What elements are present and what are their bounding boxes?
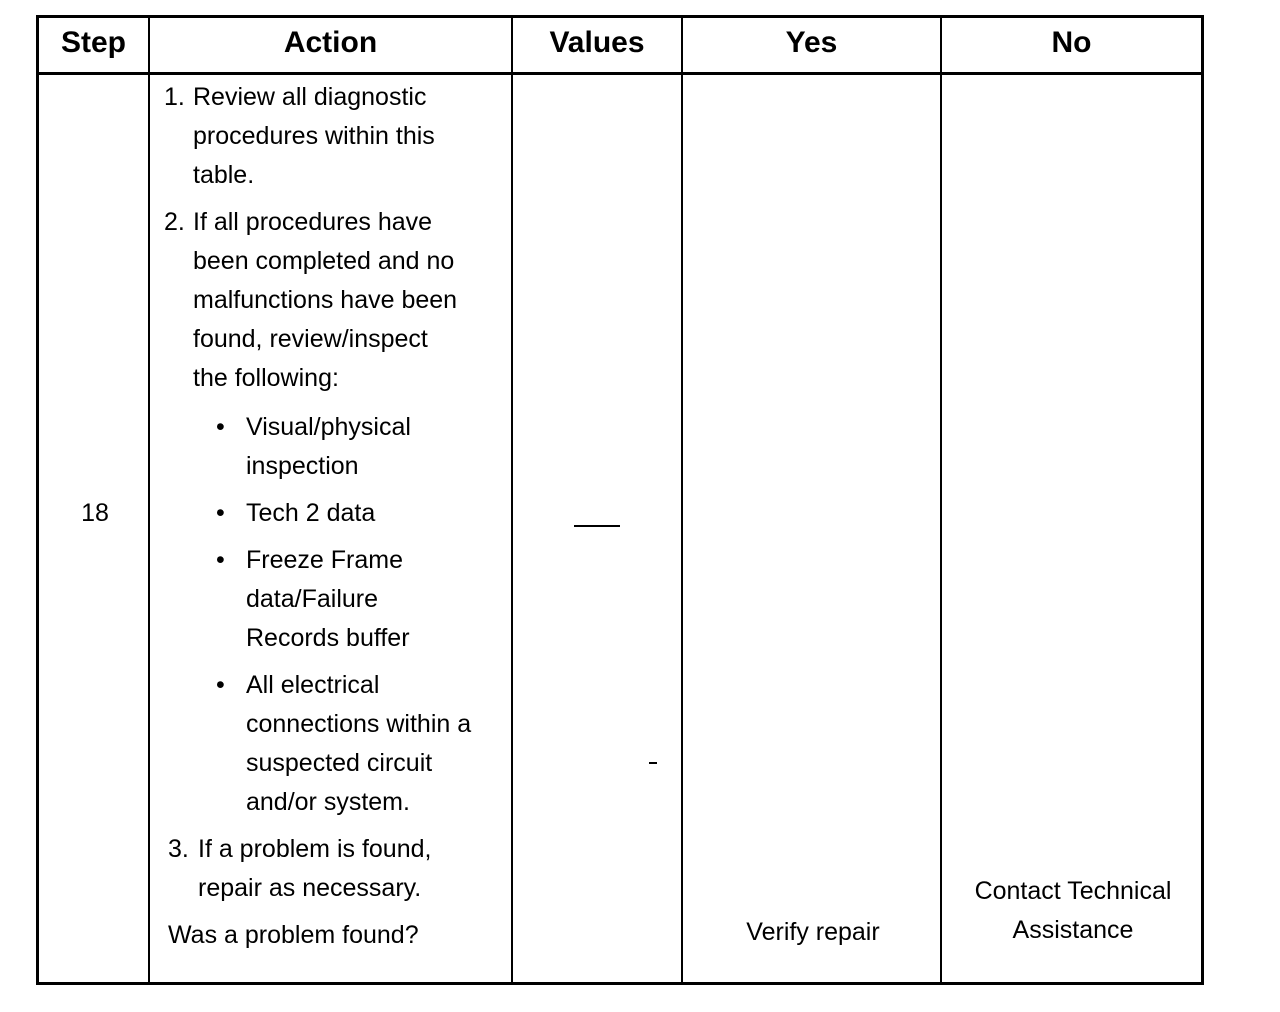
yes-cell: Verify repair xyxy=(746,918,880,946)
values-dash xyxy=(574,525,620,527)
column-divider xyxy=(511,15,513,985)
header-divider xyxy=(36,72,1204,75)
bullet-item: • Tech 2 data xyxy=(160,494,510,533)
column-divider xyxy=(940,15,942,985)
action-item-1: 1. Review all diagnostic procedures within this table. xyxy=(164,83,435,189)
column-divider xyxy=(681,15,683,985)
bullet-dot-icon: • xyxy=(216,413,225,441)
header-no: No xyxy=(1051,26,1092,59)
step-number: 18 xyxy=(81,499,109,527)
bullet-dot-icon: • xyxy=(216,499,225,527)
no-cell: Contact Technical Assistance xyxy=(974,877,1172,944)
header-action: Action xyxy=(283,26,378,59)
action-item-2: 2. If all procedures have been completed and no malfunctions have been found, review/inspect the following: xyxy=(164,208,458,392)
action-cell xyxy=(160,78,510,955)
inspection-bullets xyxy=(160,408,510,822)
bullet-item: • All electrical connections within a suspected circuit and/or system. xyxy=(160,666,510,822)
header-values: Values xyxy=(549,26,645,59)
action-question: Was a problem found? xyxy=(168,921,419,949)
header-yes: Yes xyxy=(785,26,838,59)
values-mark xyxy=(649,762,657,764)
bullet-dot-icon: • xyxy=(216,671,225,699)
header-step: Step xyxy=(60,26,126,59)
bullet-dot-icon: • xyxy=(216,546,225,574)
action-item-3: 3. If a problem is found, repair as necessary. xyxy=(168,835,432,902)
bullet-item: • Freeze Frame data/Failure Records buffer xyxy=(160,541,510,658)
bullet-item: • Visual/physical inspection xyxy=(160,408,510,486)
